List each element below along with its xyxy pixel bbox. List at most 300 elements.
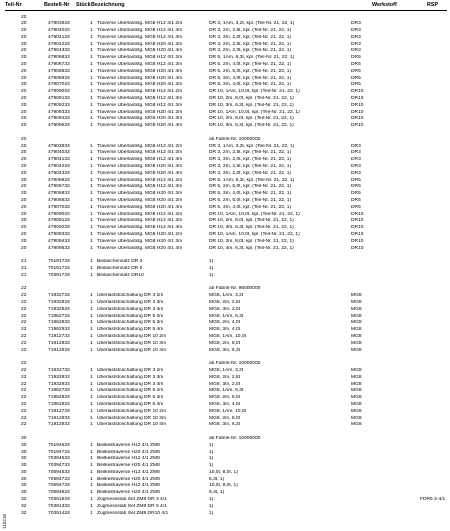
- cell-angaben: DR 3, 2m, 2,0t, kpl. (Teil-Nr. 21, 22, 1): [209, 48, 292, 54]
- table-row: [0, 402, 450, 409]
- cell-bezeichnung: Beilkeiltraverse H12 4/1 ZM8: [97, 483, 160, 489]
- table-row: [0, 443, 450, 450]
- cell-werkstoff: DR10: [351, 102, 364, 108]
- cell-angaben: DR 3, 1Am, 3,2t, kpl. (Teil-Nr. 21, 22, 1): [209, 21, 295, 27]
- cell-werkstoff: MG8: [351, 306, 362, 312]
- table-row: [0, 368, 450, 375]
- cell-teil-nr: 20: [21, 102, 27, 108]
- cell-stueck: 1: [90, 34, 93, 40]
- cell-bezeichnung: Traverse Überlaststg. MG8 H12 4/1 2m: [97, 211, 183, 217]
- cell-bezeichnung: Traverse Überlaststg. MG8 H20 4/1 4m: [97, 170, 183, 176]
- cell-bestell-nr: 70594733: [48, 483, 70, 489]
- cell-bezeichnung: Traverse Überlaststg. MG8 H20 4/1 4m: [97, 48, 183, 54]
- cell-bezeichnung: Überlaststoschaltung DR 3 4m: [97, 306, 164, 312]
- table-row: [0, 103, 450, 110]
- header-bestell-nr: Bestell-Nr: [44, 2, 70, 8]
- table-row: [0, 436, 450, 443]
- cell-bestell-nr: 70391733: [48, 272, 70, 278]
- cell-stueck: 1: [90, 259, 93, 265]
- side-code: [1, 505, 9, 529]
- cell-teil-nr: 20: [21, 184, 27, 190]
- cell-bezeichnung: Überlaststoschaltung DR 5 4m: [97, 401, 164, 407]
- cell-werkstoff: MG8: [351, 293, 362, 299]
- cell-teil-nr: 22: [21, 422, 27, 428]
- cell-bestell-nr: 71932933: [48, 306, 70, 312]
- cell-teil-nr: 22: [21, 320, 27, 326]
- cell-bestell-nr: 47909233: [48, 225, 70, 231]
- cell-teil-nr: 32: [21, 510, 27, 516]
- cell-stueck: 1: [90, 191, 93, 197]
- cell-stueck: 1: [90, 313, 93, 319]
- cell-angaben: DR 10, 4m, 6,3t, kpl. (Teil-Nr. 21, 22, 1): [209, 245, 294, 251]
- cell-werkstoff: DR10: [351, 123, 364, 129]
- cell-bezeichnung: Traverse Überlaststg. MG8 H12 4/1 3m: [97, 157, 183, 163]
- cell-stueck: 1: [90, 184, 93, 190]
- cell-teil-nr: 20: [21, 75, 27, 81]
- cell-bezeichnung: Traverse Überlaststg. MG8 H20 4/1 4m: [97, 245, 183, 251]
- cell-werkstoff: DR10: [351, 245, 364, 251]
- cell-bestell-nr: 47906833: [48, 177, 70, 183]
- cell-teil-nr: 22: [21, 367, 27, 373]
- cell-stueck: 1: [90, 408, 93, 414]
- cell-angaben: DR 3, 2m, 2,5t, kpl. (Teil-Nr. 21, 22, 1): [209, 41, 292, 47]
- cell-angaben: DR 10, 1Am, 10,0t, kpl. (Teil-Nr. 21, 22, 1): [209, 232, 300, 237]
- cell-stueck: 1: [90, 401, 93, 407]
- cell-bestell-nr: 47906933: [48, 198, 70, 204]
- cell-werkstoff: DR3: [351, 164, 361, 170]
- table-row: [0, 259, 450, 266]
- table-row: [0, 375, 450, 382]
- cell-angaben: DR 5, 2m, 5,0t, kpl. (Teil-Nr. 21, 22, 1): [209, 184, 292, 190]
- cell-bezeichnung: Überlaststoschaltung DR 3 3m: [97, 299, 164, 305]
- cell-bestell-nr: 71932733: [48, 367, 70, 373]
- cell-teil-nr: 22: [21, 374, 27, 380]
- cell-angaben: DR 10, 1Am, 10,0t, kpl. (Teil-Nr. 21, 22, 1): [209, 89, 300, 95]
- cell-angaben: DR 3, 2m, 2,5t, kpl. (Teil-Nr. 21, 22, 1): [209, 150, 292, 156]
- table-row: [0, 15, 450, 22]
- cell-bestell-nr: 47909633: [48, 123, 70, 129]
- table-row: [0, 55, 450, 62]
- cell-bestell-nr: 47909433: [48, 116, 70, 122]
- table-row: [0, 69, 450, 76]
- cell-werkstoff: MG8: [351, 313, 362, 319]
- table-row: [0, 511, 450, 518]
- cell-stueck: 1: [90, 293, 93, 299]
- cell-werkstoff: MG8: [351, 299, 362, 305]
- cell-stueck: 1: [90, 415, 93, 421]
- cell-stueck: 1: [90, 503, 93, 509]
- cell-teil-nr: 20: [21, 96, 27, 102]
- cell-teil-nr: 20: [21, 143, 27, 149]
- cell-bestell-nr: 70194633: [48, 442, 70, 448]
- cell-bestell-nr: 47904233: [48, 41, 70, 47]
- cell-stueck: 1: [90, 218, 93, 224]
- cell-bezeichnung: Überlaststoschaltung DR 5 3m: [97, 395, 164, 401]
- cell-bestell-nr: 47904333: [48, 48, 70, 54]
- cell-angaben: DR 10, 3m, 6,3t, kpl. (Teil-Nr. 21, 22, 1): [209, 102, 294, 108]
- cell-werkstoff: DR3: [351, 143, 361, 149]
- table-row: [0, 205, 450, 212]
- parts-table-body: [0, 15, 450, 518]
- cell-stueck: 1: [90, 265, 93, 271]
- table-row: [0, 293, 450, 300]
- cell-stueck: 1: [90, 109, 93, 115]
- cell-werkstoff: DR10: [351, 116, 364, 122]
- cell-stueck: 1: [90, 367, 93, 373]
- cell-teil-nr: 20: [21, 123, 27, 129]
- cell-stueck: 1: [90, 299, 93, 305]
- table-row: [0, 225, 450, 232]
- cell-angaben: ab Fabrik-Nr. 96000000: [209, 286, 261, 292]
- cell-bestell-nr: 71932833: [48, 299, 70, 305]
- cell-stueck: 1: [90, 272, 93, 278]
- cell-angaben: 1): [209, 510, 214, 516]
- spacer-row: [0, 252, 450, 259]
- cell-werkstoff: DR5: [351, 68, 361, 74]
- cell-angaben: DR 10, 1Am, 10,0t, kpl. (Teil-Nr. 21, 22, 1): [209, 109, 300, 115]
- cell-bezeichnung: Traverse Überlaststg. MG8 H20 4/1 3m: [97, 68, 183, 74]
- cell-angaben: DR 10, 2m, 8,0t, kpl. (Teil-Nr. 21, 22, 1): [209, 96, 294, 102]
- cell-bezeichnung: Beilkeiltraverse H12 4/1 ZM8: [97, 442, 160, 448]
- cell-angaben: 1): [209, 503, 214, 509]
- header-werkstoff: Werkstoff: [372, 2, 397, 8]
- cell-werkstoff: DR3: [351, 170, 361, 176]
- cell-bezeichnung: Überlaststoschaltung DR 3 3m: [97, 374, 164, 380]
- table-row: [0, 320, 450, 327]
- cell-bezeichnung: Zugmessstab Set ZM8 DR10 4/1: [97, 510, 169, 516]
- cell-teil-nr: 20: [21, 55, 27, 61]
- cell-teil-nr: 21: [21, 259, 27, 265]
- cell-angaben: DR 3, 3m, 2,0t, kpl. (Teil-Nr. 21, 22, 1): [209, 170, 292, 176]
- table-row: [0, 348, 450, 355]
- cell-teil-nr: 22: [21, 306, 27, 312]
- cell-stueck: 1: [90, 469, 93, 475]
- cell-teil-nr: 20: [21, 62, 27, 68]
- header-rsp: RSP: [427, 2, 439, 8]
- cell-bezeichnung: Überlaststoschaltung DR 5 3m: [97, 320, 164, 326]
- cell-stueck: 1: [90, 48, 93, 54]
- cell-werkstoff: DR3: [351, 28, 361, 34]
- cell-angaben: MG8, 2m, 4,0t: [209, 320, 240, 326]
- cell-angaben: MG8, 3m, 4,0t: [209, 327, 240, 333]
- cell-bestell-nr: 47909133: [48, 218, 70, 224]
- cell-teil-nr: 22: [21, 415, 27, 421]
- table-row: [0, 470, 450, 477]
- cell-angaben: 1): [209, 463, 214, 469]
- table-row: [0, 266, 450, 273]
- cell-angaben: MG8, 2m, 2,5t: [209, 374, 240, 380]
- cell-bestell-nr: 47909333: [48, 232, 70, 237]
- cell-angaben: 1): [209, 449, 214, 455]
- cell-teil-nr: 22: [21, 293, 27, 299]
- cell-angaben: DR 3, 3m, 2,0t, kpl. (Teil-Nr. 21, 22, 1): [209, 157, 292, 163]
- cell-angaben: DR 3, 3m, 2,0t, kpl. (Teil-Nr. 21, 22, 1): [209, 34, 292, 40]
- cell-stueck: 1: [90, 21, 93, 27]
- cell-angaben: DR 5, 2m, 5,0t, kpl. (Teil-Nr. 21, 22, 1): [209, 68, 292, 74]
- cell-werkstoff: MG8: [351, 347, 362, 353]
- cell-werkstoff: DR10: [351, 109, 364, 115]
- cell-bezeichnung: Beilaschensatz DR 5: [97, 265, 143, 271]
- cell-bestell-nr: 71962833: [48, 395, 70, 401]
- cell-stueck: 1: [90, 510, 93, 516]
- cell-werkstoff: DR10: [351, 238, 364, 244]
- table-row: [0, 490, 450, 497]
- cell-bestell-nr: 47907033: [48, 204, 70, 210]
- cell-werkstoff: MG8: [351, 381, 362, 387]
- cell-stueck: 1: [90, 55, 93, 61]
- cell-werkstoff: MG8: [351, 333, 362, 339]
- cell-bezeichnung: Traverse Überlaststg. MG8 H12 4/1 4m: [97, 225, 183, 231]
- side-code-text: 110216: [2, 514, 7, 529]
- cell-angaben: 6,3t, 1): [209, 490, 225, 496]
- table-row: [0, 35, 450, 42]
- cell-werkstoff: DR5: [351, 184, 361, 190]
- cell-teil-nr: 22: [21, 395, 27, 401]
- cell-teil-nr: 22: [21, 388, 27, 394]
- table-row: [0, 477, 450, 484]
- cell-angaben: MG8, 3m, 6,3t: [209, 347, 240, 353]
- table-row: [0, 497, 450, 504]
- cell-stueck: 1: [90, 157, 93, 163]
- cell-bestell-nr: 71962733: [48, 388, 70, 394]
- cell-teil-nr: 20: [21, 218, 27, 224]
- cell-teil-nr: 30: [21, 456, 27, 462]
- cell-bestell-nr: 47906733: [48, 62, 70, 68]
- cell-bezeichnung: Beilkeiltraverse H20 4/1 ZM8: [97, 463, 160, 469]
- table-row: [0, 157, 450, 164]
- cell-werkstoff: DR5: [351, 191, 361, 197]
- cell-werkstoff: MG8: [351, 374, 362, 380]
- cell-stueck: 1: [90, 28, 93, 34]
- table-row: [0, 191, 450, 198]
- cell-bezeichnung: Traverse Überlaststg. MG8 H12 4/1 3m: [97, 150, 183, 156]
- spacer-row: [0, 429, 450, 436]
- cell-angaben: DR 3, 2m, 2,5t, kpl. (Teil-Nr. 21, 22, 1): [209, 28, 292, 34]
- cell-bezeichnung: Traverse Überlaststg. MG8 H20 4/1 2m: [97, 198, 183, 204]
- cell-teil-nr: 30: [21, 442, 27, 448]
- cell-bezeichnung: Überlaststoschaltung DR 10 2m: [97, 408, 167, 414]
- cell-stueck: 1: [90, 238, 93, 244]
- cell-stueck: 1: [90, 388, 93, 394]
- table-row: [0, 382, 450, 389]
- cell-stueck: 1: [90, 490, 93, 496]
- cell-teil-nr: 20: [21, 21, 27, 27]
- table-row: [0, 150, 450, 157]
- cell-werkstoff: MG8: [351, 320, 362, 326]
- cell-werkstoff: DR3: [351, 21, 361, 27]
- cell-angaben: DR 5, 2m, 4,0t, kpl. (Teil-Nr. 21, 22, 1): [209, 62, 292, 68]
- cell-bestell-nr: 70394733: [48, 463, 70, 469]
- cell-stueck: 1: [90, 456, 93, 462]
- cell-werkstoff: DR3: [351, 157, 361, 163]
- cell-bezeichnung: Traverse Überlaststg. MG8 H20 4/1 4m: [97, 75, 183, 81]
- table-row: [0, 178, 450, 185]
- cell-bezeichnung: Überlaststoschaltung DR 3 2m: [97, 293, 164, 299]
- cell-angaben: DR 5, 1Am, 6,3t, kpl. (Teil-Nr. 21, 22, 1): [209, 55, 295, 61]
- cell-bestell-nr: 47906833: [48, 68, 70, 74]
- table-row: [0, 327, 450, 334]
- cell-werkstoff: DR5: [351, 82, 361, 88]
- table-row: [0, 456, 450, 463]
- cell-werkstoff: MG8: [351, 401, 362, 407]
- cell-bezeichnung: Traverse Überlaststg. MG8 H12 4/1 3m: [97, 62, 183, 68]
- cell-stueck: 1: [90, 449, 93, 455]
- cell-stueck: 1: [90, 381, 93, 387]
- cell-teil-nr: 22: [21, 286, 27, 292]
- table-row: [0, 76, 450, 83]
- cell-bezeichnung: Traverse Überlaststg. MG8 H20 4/1 2m: [97, 109, 183, 115]
- cell-stueck: 1: [90, 198, 93, 204]
- table-row: [0, 218, 450, 225]
- cell-angaben: 1): [209, 272, 214, 278]
- cell-stueck: 1: [90, 143, 93, 149]
- table-row: [0, 416, 450, 423]
- table-row: [0, 144, 450, 151]
- table-row: [0, 504, 450, 511]
- cell-stueck: 1: [90, 340, 93, 346]
- cell-teil-nr: 32: [21, 497, 27, 503]
- cell-teil-nr: 20: [21, 157, 27, 163]
- cell-bestell-nr: 47904233: [48, 164, 70, 170]
- table-row: [0, 286, 450, 293]
- cell-angaben: 10,0t, 8,0t, 1): [209, 483, 238, 489]
- cell-teil-nr: 20: [21, 225, 27, 231]
- cell-teil-nr: 30: [21, 435, 27, 441]
- cell-teil-nr: 20: [21, 211, 27, 217]
- cell-bezeichnung: Beilaschensatz DR 3: [97, 259, 143, 265]
- cell-angaben: DR 5, 1Am, 6,3t, kpl. (Teil-Nr. 21, 22, 1): [209, 177, 295, 183]
- table-row: [0, 123, 450, 130]
- cell-angaben: MG8, 3m, 4,0t: [209, 401, 240, 407]
- cell-angaben: DR 10, 3m, 6,3t, kpl. (Teil-Nr. 21, 22, 1): [209, 123, 294, 129]
- cell-bezeichnung: Traverse Überlaststg. MG8 H12 4/1 2m: [97, 21, 183, 27]
- cell-angaben: MG8, 1Am, 10,0t: [209, 408, 246, 414]
- cell-angaben: DR 5, 3m, 4,0t, kpl. (Teil-Nr. 21, 22, 1): [209, 75, 292, 81]
- cell-bezeichnung: Überlaststoschaltung DR 10 3m: [97, 415, 167, 421]
- cell-bestell-nr: 47904333: [48, 170, 70, 176]
- cell-teil-nr: 30: [21, 449, 27, 455]
- cell-angaben: 1): [209, 456, 214, 462]
- cell-angaben: MG8, 2m, 5,0t: [209, 395, 240, 401]
- cell-teil-nr: 20: [21, 170, 27, 176]
- cell-stueck: 1: [90, 245, 93, 251]
- cell-bezeichnung: Traverse Überlaststg. MG8 H20 4/1 3m: [97, 116, 183, 122]
- cell-stueck: 1: [90, 347, 93, 353]
- cell-teil-nr: 20: [21, 191, 27, 197]
- cell-bezeichnung: Beilaschensatz DR10: [97, 272, 144, 278]
- cell-teil-nr: 22: [21, 340, 27, 346]
- cell-angaben: DR 10, 2m, 8,0t, kpl. (Teil-Nr. 21, 22, 1): [209, 238, 294, 244]
- cell-werkstoff: MG8: [351, 388, 362, 394]
- table-row: [0, 171, 450, 178]
- cell-stueck: 1: [90, 463, 93, 469]
- table-row: [0, 212, 450, 219]
- cell-bestell-nr: 47904133: [48, 157, 70, 163]
- cell-werkstoff: DR5: [351, 177, 361, 183]
- cell-bestell-nr: 70594833: [48, 490, 70, 496]
- cell-bestell-nr: 47903933: [48, 143, 70, 149]
- cell-stueck: 1: [90, 68, 93, 74]
- cell-werkstoff: MG8: [351, 327, 362, 333]
- cell-teil-nr: 20: [21, 204, 27, 210]
- cell-bestell-nr: 70391433: [48, 510, 70, 516]
- cell-teil-nr: 20: [21, 34, 27, 40]
- table-row: [0, 409, 450, 416]
- cell-teil-nr: 30: [21, 463, 27, 469]
- cell-stueck: 1: [90, 306, 93, 312]
- cell-bezeichnung: Traverse Überlaststg. MG8 H12 4/1 3m: [97, 96, 183, 102]
- cell-teil-nr: 22: [21, 299, 27, 305]
- table-row: [0, 314, 450, 321]
- cell-bezeichnung: Traverse Überlaststg. MG8 H20 4/1 3m: [97, 191, 183, 197]
- cell-teil-nr: 22: [21, 313, 27, 319]
- cell-bestell-nr: 47904133: [48, 34, 70, 40]
- table-row: [0, 232, 450, 239]
- cell-angaben: DR 3, 2m, 2,5t, kpl. (Teil-Nr. 21, 22, 1): [209, 164, 292, 170]
- cell-bestell-nr: 71962733: [48, 313, 70, 319]
- cell-bezeichnung: Traverse Überlaststg. MG8 H20 4/1 4m: [97, 204, 183, 210]
- cell-stueck: 1: [90, 483, 93, 489]
- cell-bestell-nr: 47909133: [48, 96, 70, 102]
- cell-teil-nr: 20: [21, 150, 27, 156]
- cell-angaben: DR 5, 3m, 4,0t, kpl. (Teil-Nr. 21, 22, 1): [209, 191, 292, 197]
- cell-stueck: 1: [90, 177, 93, 183]
- cell-teil-nr: 20: [21, 48, 27, 54]
- cell-bezeichnung: Traverse Überlaststg. MG8 H12 4/1 3m: [97, 184, 183, 190]
- cell-angaben: MG8, 1Am, 6,3t: [209, 313, 244, 319]
- cell-bestell-nr: 71962833: [48, 320, 70, 326]
- cell-stueck: 1: [90, 422, 93, 428]
- cell-stueck: 1: [90, 62, 93, 68]
- table-row: [0, 82, 450, 89]
- cell-stueck: 1: [90, 96, 93, 102]
- cell-teil-nr: 22: [21, 401, 27, 407]
- cell-bezeichnung: Traverse Überlaststg. MG8 H12 4/1 2m: [97, 177, 183, 183]
- table-row: [0, 395, 450, 402]
- cell-werkstoff: MG8: [351, 408, 362, 414]
- cell-stueck: 1: [90, 395, 93, 401]
- cell-bezeichnung: Beilkeiltraverse H20 4/1 ZM8: [97, 476, 160, 482]
- cell-bestell-nr: 71912733: [48, 333, 70, 339]
- table-row: [0, 422, 450, 429]
- cell-werkstoff: DR3: [351, 34, 361, 40]
- cell-teil-nr: 20: [21, 198, 27, 204]
- table-row: [0, 42, 450, 49]
- cell-werkstoff: DR10: [351, 89, 364, 95]
- cell-stueck: 1: [90, 211, 93, 217]
- cell-bestell-nr: 47909033: [48, 211, 70, 217]
- cell-bestell-nr: 47904033: [48, 150, 70, 156]
- cell-angaben: 1): [209, 497, 214, 503]
- cell-bestell-nr: 71962933: [48, 327, 70, 333]
- cell-teil-nr: 20: [21, 238, 27, 244]
- cell-teil-nr: 20: [21, 245, 27, 251]
- cell-angaben: ab Fabrik-Nr. 10000000: [209, 435, 261, 441]
- cell-bezeichnung: Beilkeiltraverse H20 4/1 ZM8: [97, 449, 160, 455]
- cell-bestell-nr: 70391333: [48, 503, 70, 509]
- cell-stueck: 1: [90, 116, 93, 122]
- cell-bezeichnung: Traverse Überlaststg. MG8 H20 4/1 2m: [97, 232, 183, 237]
- cell-teil-nr: 20: [21, 177, 27, 183]
- cell-bezeichnung: Traverse Überlaststg. MG8 H12 4/1 3m: [97, 34, 183, 40]
- cell-teil-nr: 20: [21, 41, 27, 47]
- cell-bezeichnung: Überlaststoschaltung DR 10 2m: [97, 333, 167, 339]
- cell-bezeichnung: Traverse Überlaststg. MG8 H12 4/1 2m: [97, 143, 183, 149]
- cell-angaben: MG8, 1Am, 6,3t: [209, 388, 244, 394]
- cell-bestell-nr: 70594733: [48, 476, 70, 482]
- cell-werkstoff: DR5: [351, 62, 361, 68]
- cell-stueck: 1: [90, 327, 93, 333]
